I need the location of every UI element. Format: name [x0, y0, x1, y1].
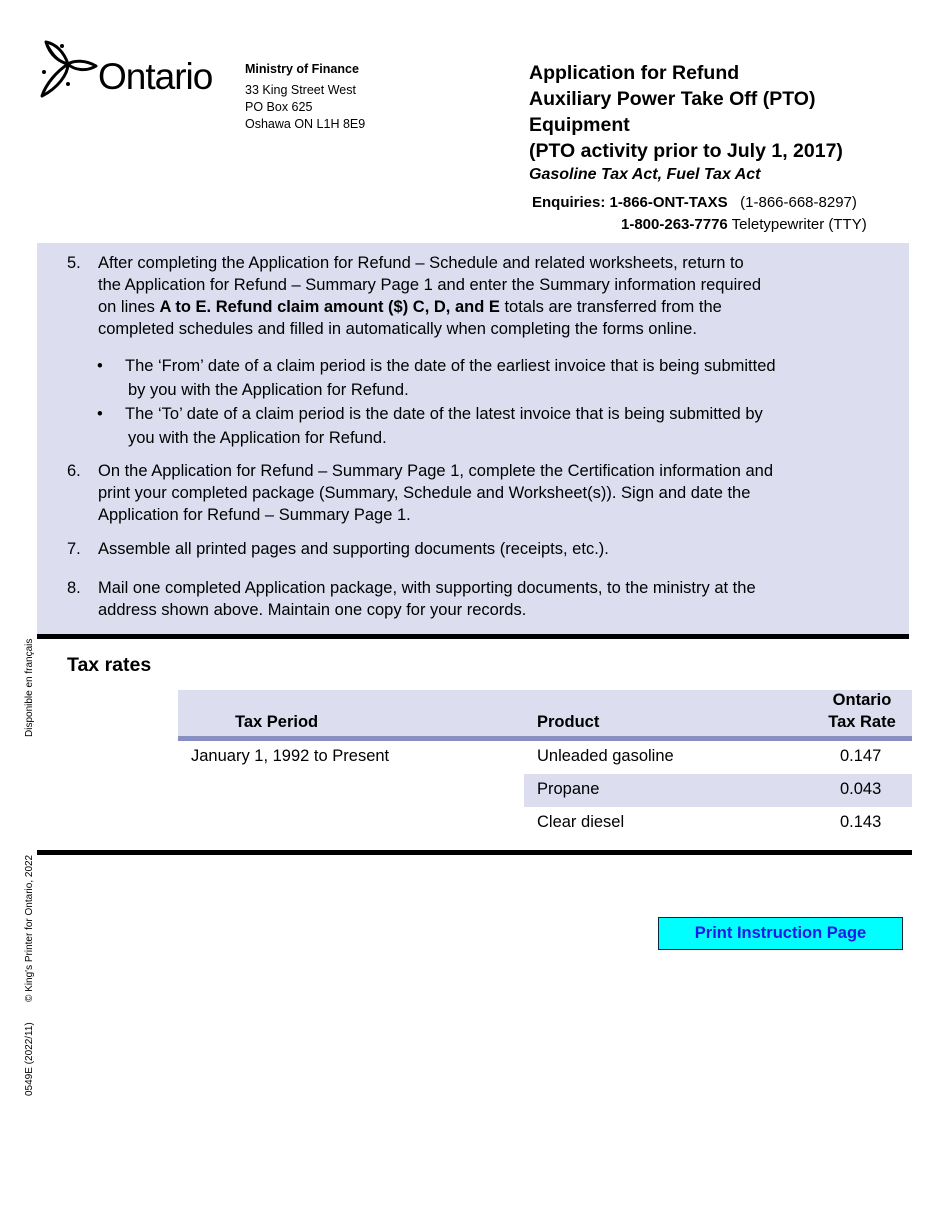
instruction-item-8: [67, 577, 897, 621]
ministry-name: Ministry of Finance: [245, 62, 359, 76]
item-text: Assemble all printed pages and supporting documents (receipts, etc.).: [98, 540, 609, 558]
enquiries-label: Enquiries:: [532, 194, 606, 211]
rate-cell: 0.043: [840, 780, 882, 798]
bullet-text: you with the Application for Refund.: [128, 429, 387, 447]
item-text: print your completed package (Summary, Schedule and Worksheet(s)). Sign and date the: [98, 484, 751, 502]
item-text: completed schedules and filled in automatically when completing the forms online.: [98, 320, 697, 338]
bullet-item: [97, 402, 877, 450]
trillium-icon: [38, 38, 100, 100]
bullet-text: The ‘From’ date of a claim period is the date of the earliest invoice that is being submitted: [125, 357, 776, 375]
ontario-logo: [38, 38, 218, 102]
title-line: Auxiliary Power Take Off (PTO): [529, 88, 816, 110]
table-row: [178, 741, 912, 774]
table-row: [178, 774, 912, 807]
title-line: Application for Refund: [529, 62, 740, 84]
item-number: 7.: [67, 540, 81, 558]
tax-rates-title: Tax rates: [67, 654, 152, 676]
column-header-period: Tax Period: [235, 713, 319, 731]
item-text: address shown above. Maintain one copy for your records.: [98, 601, 527, 619]
column-header-product: Product: [537, 713, 600, 731]
bullet-icon: •: [97, 357, 103, 375]
form-id: 0549E (2022/11): [24, 1022, 35, 1096]
french-availability-note: Disponible en français: [24, 638, 35, 737]
item-text: the Application for Refund – Summary Page 1 and enter the Summary information required: [98, 276, 762, 294]
item-text-bold: A to E. Refund claim amount ($) C, D, and E: [159, 298, 500, 316]
table-header: [178, 690, 912, 741]
item-number: 8.: [67, 579, 81, 597]
tax-rates-table: [178, 690, 912, 840]
address-line: PO Box 625: [245, 100, 313, 114]
product-cell: Propane: [537, 780, 600, 798]
bullet-icon: •: [97, 405, 103, 423]
item-text: Application for Refund – Summary Page 1.: [98, 506, 411, 524]
instruction-item-5: [67, 252, 897, 340]
instruction-item-7: [67, 538, 897, 560]
item-text: Mail one completed Application package, with supporting documents, to the ministry at the: [98, 579, 756, 597]
bullet-text: by you with the Application for Refund.: [128, 381, 409, 399]
ontario-wordmark: Ontario: [98, 56, 213, 97]
title-line: Equipment: [529, 114, 630, 136]
item-text: On the Application for Refund – Summary Page 1, complete the Certification information and: [98, 462, 774, 480]
section-divider: [37, 634, 909, 639]
item-text: totals are transferred from the: [499, 298, 722, 316]
item-text: After completing the Application for Refund – Schedule and related worksheets, return to: [98, 254, 744, 272]
bullet-text: The ‘To’ date of a claim period is the date of the latest invoice that is being submitted by: [125, 405, 763, 423]
instruction-item-6: [67, 460, 897, 526]
phone-tty: 1-800-263-7776: [621, 216, 728, 233]
table-row: [178, 807, 912, 840]
title-line: (PTO activity prior to July 1, 2017): [529, 140, 843, 162]
tax-period-cell: January 1, 1992 to Present: [191, 747, 390, 765]
address-line: 33 King Street West: [245, 83, 356, 97]
address-line: Oshawa ON L1H 8E9: [245, 117, 366, 131]
product-cell: Clear diesel: [537, 813, 625, 831]
form-title: [529, 60, 843, 186]
item-text: on lines: [98, 298, 160, 316]
ministry-address: [245, 61, 365, 133]
rate-cell: 0.147: [840, 747, 882, 765]
column-header-rate: Ontario Tax Rate: [828, 691, 896, 731]
print-instruction-page-button[interactable]: Print Instruction Page: [658, 917, 903, 950]
section-divider: [37, 850, 912, 855]
enquiries: [532, 192, 867, 236]
rate-cell: 0.143: [840, 813, 882, 831]
phone-primary-numeric: (1-866-668-8297): [740, 194, 857, 211]
item-number: 5.: [67, 254, 81, 272]
governing-acts: Gasoline Tax Act, Fuel Tax Act: [529, 166, 761, 183]
product-cell: Unleaded gasoline: [537, 747, 674, 765]
phone-primary: 1-866-ONT-TAXS: [609, 194, 728, 211]
copyright-note: © King's Printer for Ontario, 2022: [24, 854, 35, 1002]
item-number: 6.: [67, 462, 81, 480]
phone-tty-label: Teletypewriter (TTY): [731, 216, 867, 233]
bullet-item: [97, 354, 877, 402]
